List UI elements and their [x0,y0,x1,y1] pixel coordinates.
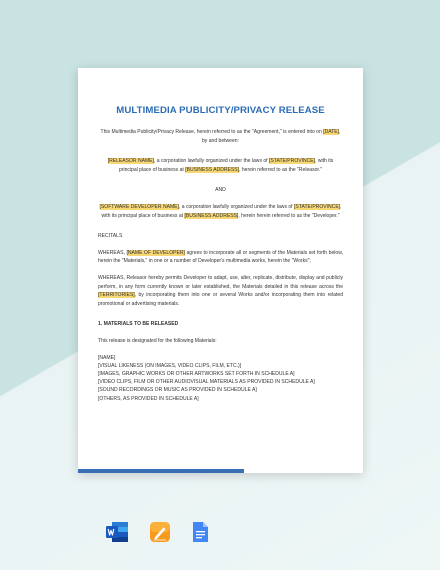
date-placeholder: [DATE] [323,129,340,135]
releasor-name-placeholder: [RELEASOR NAME] [107,158,154,165]
developer-address-placeholder: [BUSINESS ADDRESS] [184,212,239,219]
google-docs-icon[interactable] [188,520,212,549]
developer-paragraph: [SOFTWARE DEVELOPER NAME], a corporation lawfully organized under the laws of [STATE/PROVINCE], with its principal place of business at [BUSINESS ADDRESS], herein herein referred to as the "Developer." [99,203,342,219]
list-item: [VIDEO CLIPS, FILM OR OTHER AUDIOVISUAL MATERIALS AS PROVIDED IN SCHEDULE A] [98,379,315,386]
and-label: AND [215,187,226,194]
territories-placeholder: [TERRITORIES] [98,292,135,299]
word-icon[interactable] [105,520,129,549]
developer-name-placeholder: [NAME OF DEVELOPER] [126,249,185,256]
developer-state-placeholder: [STATE/PROVINCE] [294,203,341,210]
document-title: MULTIMEDIA PUBLICITY/PRIVACY RELEASE [116,105,325,116]
intro-paragraph: This Multimedia Publicity/Privacy Release, herein referred to as the "Agreement," is entered into on [DATE], by and between: [100,129,341,144]
section-1-intro: This release is designated for the following Materials: [98,337,217,344]
developer-name-placeholder: [SOFTWARE DEVELOPER NAME] [99,203,179,210]
releasor-paragraph: [RELEASOR NAME], a corporation lawfully organized under the laws of [STATE/PROVINCE], with its principal place of business at [BUSINESS ADDRESS], herein referred to as the "Releasor." [107,158,334,173]
page-accent-bar [78,469,244,473]
releasor-address-placeholder: [BUSINESS ADDRESS] [185,166,240,173]
list-item: [OTHERS, AS PROVIDED IN SCHEDULE A] [98,395,199,402]
list-item: [IMAGES, GRAPHIC WORKS OR OTHER ARTWORKS SET FORTH IN SCHEDULE A] [98,370,295,377]
pages-icon[interactable] [148,520,172,549]
releasor-state-placeholder: [STATE/PROVINCE] [268,158,316,165]
section-1-heading: 1. MATERIALS TO BE RELEASED [98,321,179,328]
list-item: [NAME] [98,354,116,361]
recital-paragraph-1: WHEREAS, [NAME OF DEVELOPER] agrees to incorporate all or segments of the Materials set forth below, herein the "Materials," in one or a number of Developer's multimedia works, herein the "Works"; [98,249,343,265]
list-item: [VISUAL LIKENESS (ON IMAGES, VIDEO CLIPS, FILM, ETC.)] [98,362,242,369]
materials-list [98,354,343,403]
recitals-heading: RECITALS [98,233,123,240]
document-page [78,68,363,473]
list-item: [SOUND RECORDINGS OR MUSIC AS PROVIDED IN SCHEDULE A] [98,387,257,394]
recital-paragraph-2: WHEREAS, Releasor hereby permits Developer to adapt, use, alter, replicate, distribute, display and publicly perform, in any form currently known or later established, the Materials detailed in this release across the [TERRITORIES], by incorporating them into one or several Works and/or incorporating them into related promotional or advertising materials. [98,274,343,307]
